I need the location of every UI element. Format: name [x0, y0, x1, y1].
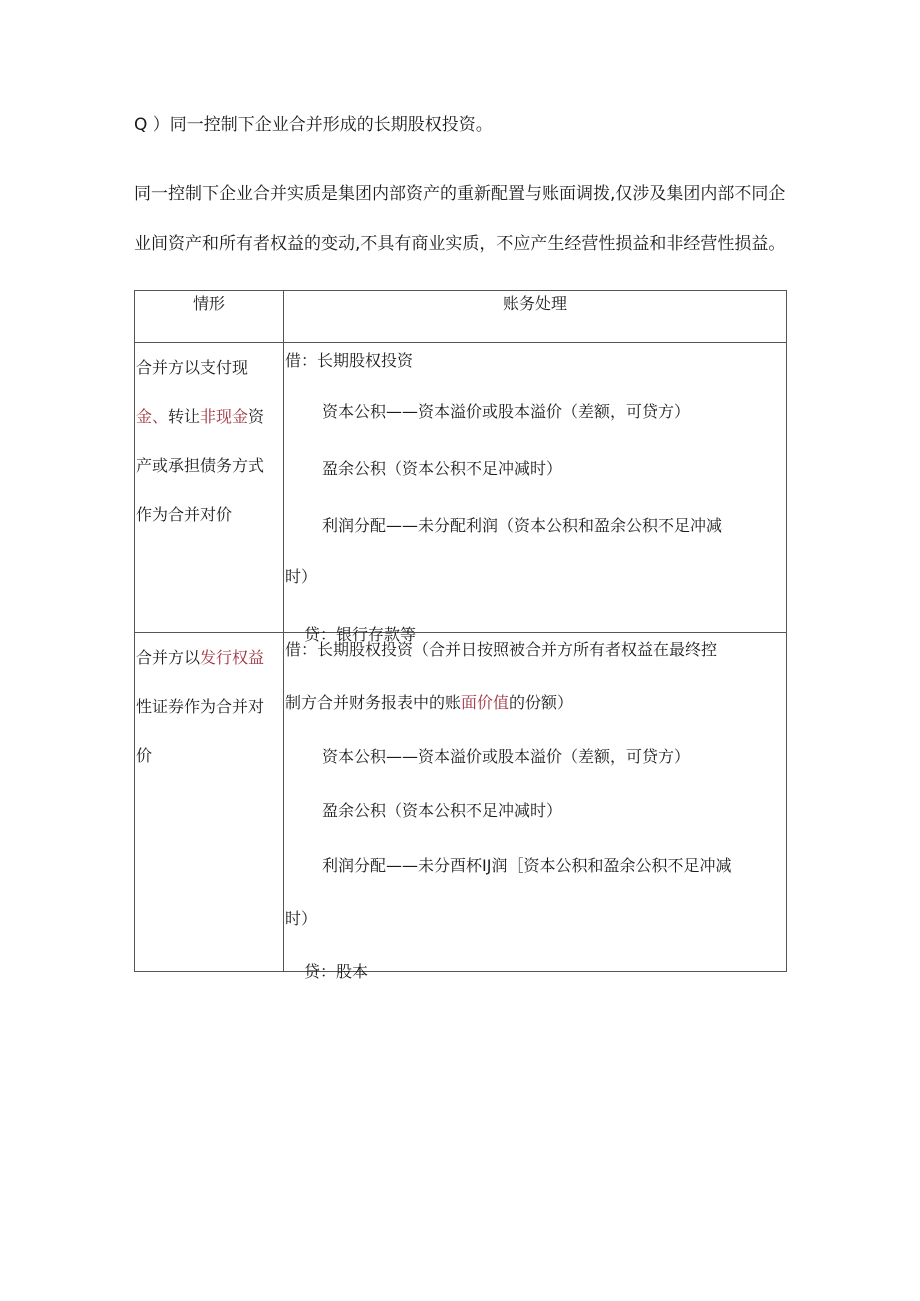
entry-line: 利润分配——未分配利润（资本公积和盈余公积不足冲减 — [322, 516, 723, 535]
paragraph-line-2: 业间资产和所有者权益的变动,不具有商业实质，不应产生经营性损益和非经营性损益。 — [134, 234, 786, 254]
case-text: 合并方以发行权益性证券作为合并对价 — [136, 648, 265, 765]
entry-line: 利润分配——未分酉杯IJ润［资本公积和盈余公积不足冲减 — [322, 856, 732, 875]
highlighted-text: 非现金 — [200, 407, 249, 426]
treatment-cell — [284, 343, 787, 644]
table-row — [135, 343, 787, 633]
case-cell — [135, 633, 284, 972]
table-row — [135, 633, 787, 972]
entry-line: 资本公积——资本溢价或股本溢价（差额，可贷方） — [322, 402, 691, 421]
header-case: 情形 — [135, 291, 284, 343]
entry-line: 制方合并财务报表中的账面价值的份额） — [285, 693, 574, 712]
credit-line: 贷：银行存款等 — [304, 625, 417, 644]
table-header-row — [135, 291, 787, 343]
entry-line: 盈余公积（资本公积不足冲减时） — [322, 459, 563, 478]
entry-line: 时） — [285, 909, 318, 928]
treatment-cell — [284, 633, 787, 981]
case-cell — [135, 343, 284, 633]
entry-line: 时） — [285, 567, 318, 586]
section-heading: Q ）同一控制下企业合并形成的长期股权投资。 — [134, 115, 493, 135]
header-treatment: 账务处理 — [284, 291, 787, 343]
entry-line: 盈余公积（资本公积不足冲减时） — [322, 801, 563, 820]
case-text: 合并方以支付现金、转让非现金资产或承担债务方式作为合并对价 — [136, 358, 265, 524]
accounting-table — [134, 290, 787, 981]
highlighted-text: 面价值 — [461, 693, 510, 712]
paragraph-line-1: 同一控制下企业合并实质是集团内部资产的重新配置与账面调拨,仅涉及集团内部不同企 — [134, 184, 786, 204]
debit-line: 借：长期股权投资 — [285, 351, 414, 370]
highlighted-text: 金、 — [136, 407, 169, 426]
highlighted-text: 发行权益 — [200, 648, 265, 667]
entry-line: 资本公积——资本溢价或股本溢价（差额，可贷方） — [322, 747, 691, 766]
credit-line: 贷：股本 — [304, 962, 369, 981]
debit-line: 借：长期股权投资（合并日按照被合并方所有者权益在最终控 — [285, 640, 718, 659]
